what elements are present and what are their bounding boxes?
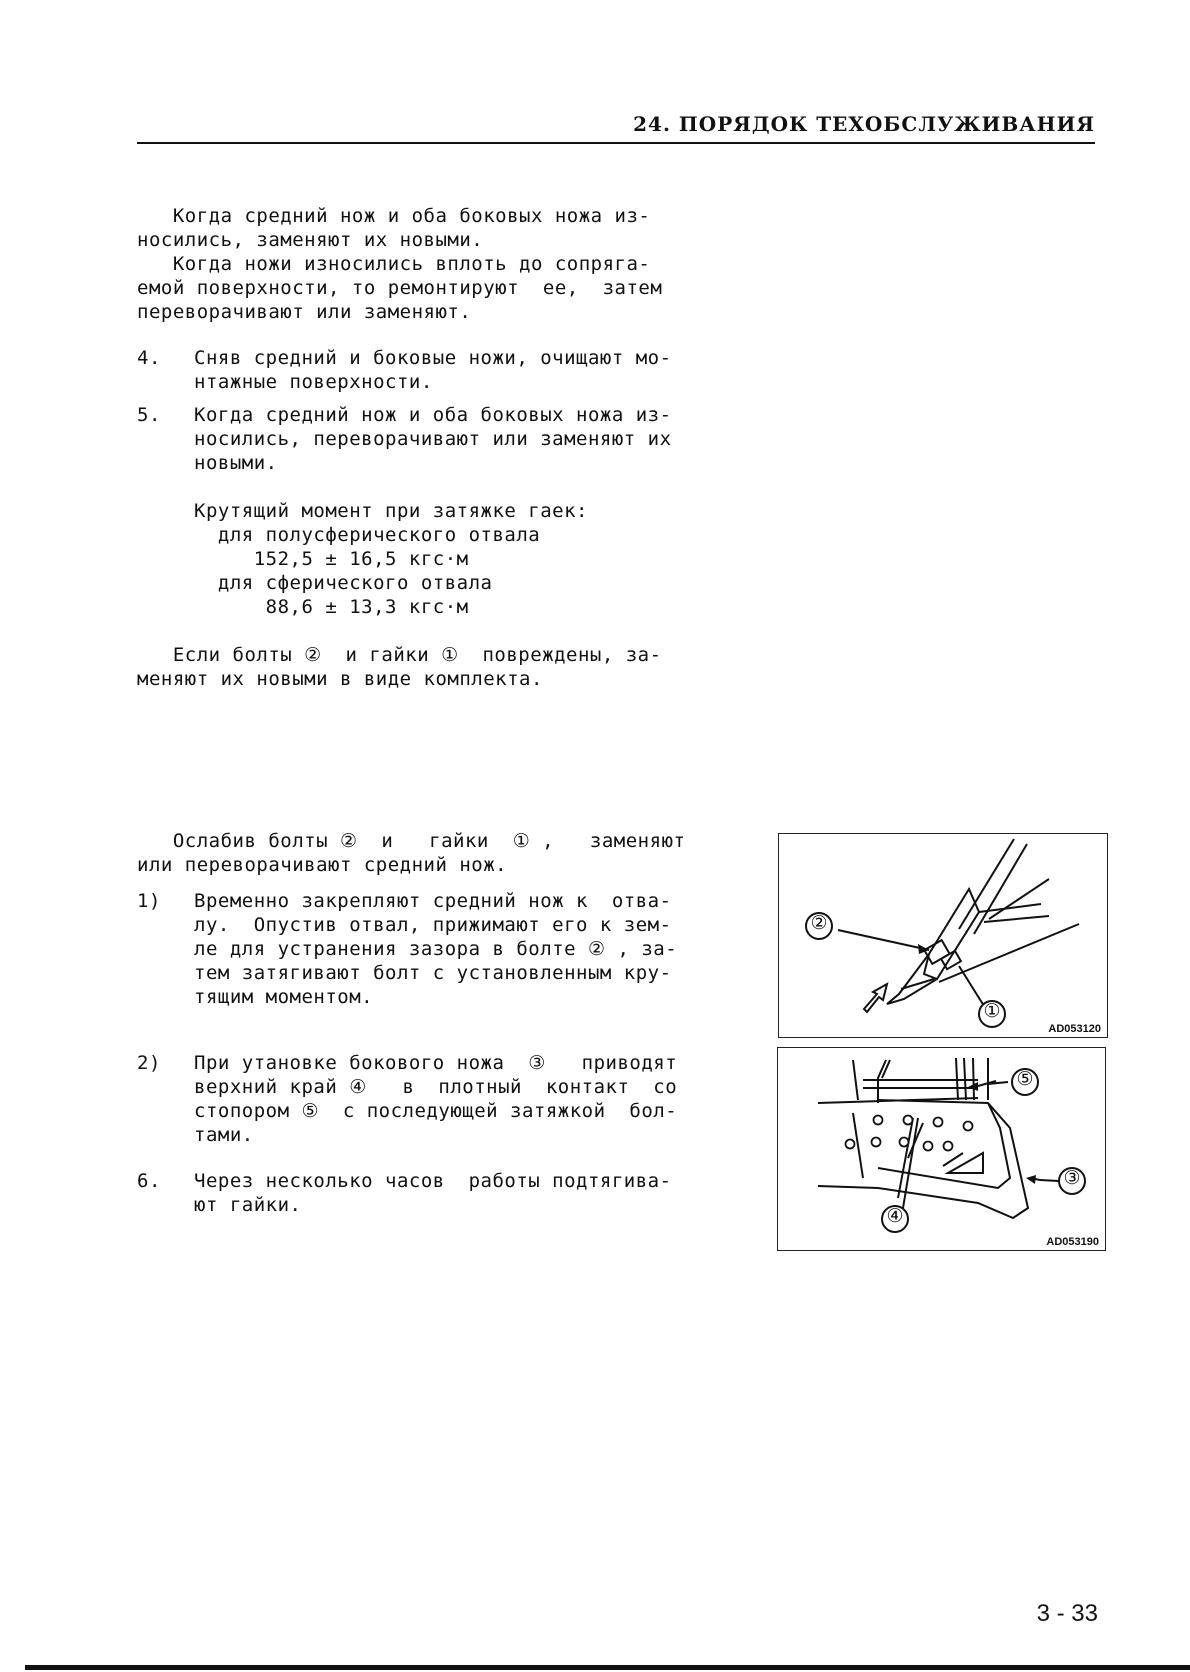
list-item-text: Временно закрепляют средний нож к отва- лу. Опустив отвал, прижимают его к зем- ле для устранения зазора в болте ② , за- тем затягивают болт с установленным кру- тящим моментом. <box>194 890 678 1008</box>
torque-line-spherical: для сферического отвала <box>194 572 493 594</box>
torque-value-semispherical: 152,5 ± 16,5 кгс·м <box>194 548 469 570</box>
list-item-text: Когда средний нож и оба боковых ножа из- носились, переворачивают или заменяют их новыми. <box>194 404 672 474</box>
figure-side-blade <box>777 1047 1106 1251</box>
list-item-number: 4. <box>137 347 161 369</box>
list-item-text: Сняв средний и боковые ножи, очищают мо- нтажные поверхности. <box>194 347 672 393</box>
callout-4-label: ④ <box>886 1205 904 1227</box>
list-item-number: 1) <box>137 890 161 912</box>
list-item-number: 2) <box>137 1052 161 1074</box>
figure-code: AD053120 <box>1048 1023 1101 1035</box>
intro-paragraph-2: Когда ножи износились вплоть до сопряга- емой поверхности, то ремонтируют ее, затем переворачивают или заменяют. <box>137 253 663 323</box>
figure-code: AD053190 <box>1046 1236 1099 1248</box>
header-rule <box>137 142 1095 144</box>
callout-5-label: ⑤ <box>1016 1068 1034 1090</box>
callout-1-label: ① <box>983 1000 1001 1022</box>
torque-spec <box>137 499 777 619</box>
page-number: 3 - 33 <box>1036 1600 1098 1627</box>
list-item <box>137 889 777 1009</box>
callout-3-label: ③ <box>1063 1167 1081 1189</box>
list-item-text: При утановке бокового ножа ③ приводят верхний край ④ в плотный контакт со стопором ⑤ с последующей затяжкой бол- тами. <box>194 1052 678 1146</box>
torque-value-spherical: 88,6 ± 13,3 кгс·м <box>194 596 469 618</box>
section-1 <box>137 204 777 691</box>
page-header-title: 24. ПОРЯДОК ТЕХОБСЛУЖИВАНИЯ <box>633 112 1095 136</box>
list-item <box>137 1051 777 1147</box>
torque-line-semispherical: для полусферического отвала <box>194 524 541 546</box>
side-blade-illustration <box>778 1048 1105 1250</box>
intro-paragraph-1: Когда средний нож и оба боковых ножа из- носились, заменяют их новыми. <box>137 205 651 251</box>
center-blade-illustration <box>779 834 1107 1037</box>
list-item-number: 5. <box>137 404 161 426</box>
list-item <box>137 403 777 475</box>
damage-note: Если болты ② и гайки ① повреждены, за- меняют их новыми в виде комплекта. <box>137 644 662 690</box>
callout-2-label: ② <box>810 912 828 934</box>
list-item-text: Через несколько часов работы подтягива- ют гайки. <box>194 1170 672 1216</box>
section-2-intro: Ослабив болты ② и гайки ① , заменяют или переворачивают средний нож. <box>137 830 686 876</box>
torque-title: Крутящий момент при затяжке гаек: <box>194 500 588 522</box>
bottom-rule <box>25 1665 1190 1670</box>
list-item-number: 6. <box>137 1170 161 1192</box>
section-2 <box>137 829 777 1217</box>
list-item <box>137 1169 777 1217</box>
list-item <box>137 346 777 394</box>
figure-center-blade <box>778 833 1108 1038</box>
